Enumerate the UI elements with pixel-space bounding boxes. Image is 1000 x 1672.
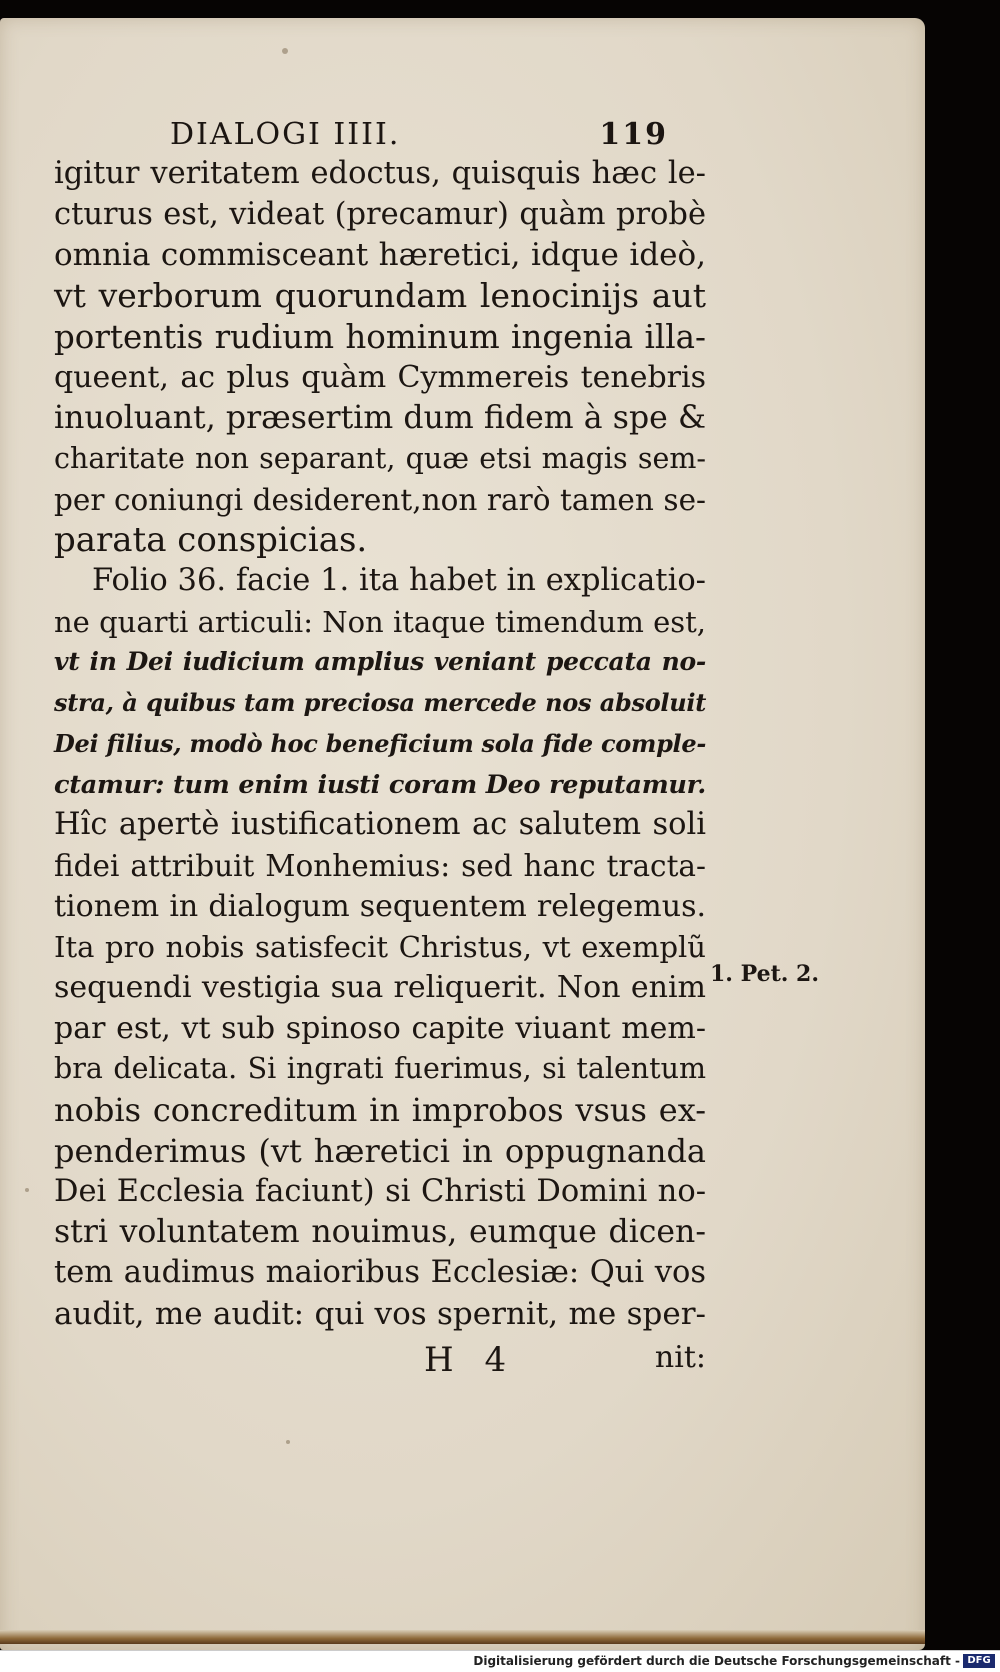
text-line: Folio 36. facie 1. ita habet in explicatio-: [92, 563, 706, 599]
text-line: ctamur: tum enim iusti coram Deo reputamur.: [54, 769, 706, 800]
text-line: inuoluant, præsertim dum fidem à spe &: [54, 400, 706, 437]
text-line: nobis concreditum in improbos vsus ex-: [54, 1091, 706, 1130]
text-line: par est, vt sub spinoso capite viuant mem-: [54, 1010, 706, 1046]
text-line: audit, me audit: qui vos spernit, me sper-: [54, 1295, 706, 1332]
text-line: per coniungi desiderent,non rarò tamen se-: [54, 482, 706, 517]
text-line: charitate non separant, quæ etsi magis sem-: [54, 441, 706, 475]
page-foot: [54, 1340, 706, 1382]
text-line: stri voluntatem nouimus, eumque dicen-: [54, 1214, 706, 1251]
text-line: tem audimus maioribus Ecclesiæ: Qui vos: [54, 1254, 706, 1290]
text-line: bra delicata. Si ingrati fuerimus, si talentum: [54, 1052, 706, 1086]
text-line: sequendi vestigia sua reliquerit. Non enim: [54, 970, 706, 1006]
page-number: 119: [599, 117, 668, 152]
text-line: igitur veritatem edoctus, quisquis hæc le-: [54, 156, 706, 191]
running-title: DIALOGI IIII.: [170, 117, 401, 152]
dfg-logo: DFG: [963, 1654, 995, 1668]
paper-speck: [282, 48, 288, 54]
marginal-note: 1. Pet. 2.: [710, 961, 820, 987]
text-line: ne quarti articuli: Non itaque timendum est,: [54, 604, 706, 639]
book-page: [0, 18, 925, 1650]
footer-credit: Digitalisierung gefördert durch die Deutsche Forschungsgemeinschaft -: [473, 1654, 960, 1668]
text-line: stra, à quibus tam preciosa mercede nos absoluit: [54, 688, 706, 718]
text-line: cturus est, videat (precamur) quàm probè: [54, 196, 706, 232]
text-line: vt verborum quorundam lenocinijs aut: [54, 276, 706, 316]
body-text: [54, 154, 706, 1334]
paper-speck: [286, 1440, 290, 1444]
text-line: fidei attribuit Monhemius: sed hanc tracta-: [54, 848, 706, 883]
text-line: Dei filius, modò hoc beneficium sola fide comple-: [54, 728, 706, 758]
text-line: omnia commisceant hæretici, idque ideò,: [54, 237, 706, 274]
text-line: Hîc apertè iustificationem ac salutem soli: [54, 807, 706, 843]
signature-mark: H 4: [424, 1340, 517, 1380]
text-line: vt in Dei iudicium amplius veniant peccata no-: [54, 647, 706, 677]
text-line: queent, ac plus quàm Cymmereis tenebris: [54, 359, 706, 395]
running-head: [170, 117, 668, 157]
paper-speck: [25, 1188, 29, 1192]
text-line: tionem in dialogum sequentem relegemus.: [54, 888, 706, 924]
page-edge: [0, 1630, 925, 1644]
text-line: Ita pro nobis satisfecit Christus, vt exemplũ: [54, 930, 706, 965]
text-line: Dei Ecclesia faciunt) si Christi Domini no-: [54, 1173, 706, 1209]
text-line: parata conspicias.: [54, 520, 368, 561]
text-line: penderimus (vt hæretici in oppugnanda: [54, 1131, 706, 1170]
footer-bar: [0, 1650, 1000, 1672]
text-line: portentis rudium hominum ingenia illa-: [54, 317, 706, 356]
catchword: nit:: [654, 1340, 706, 1375]
